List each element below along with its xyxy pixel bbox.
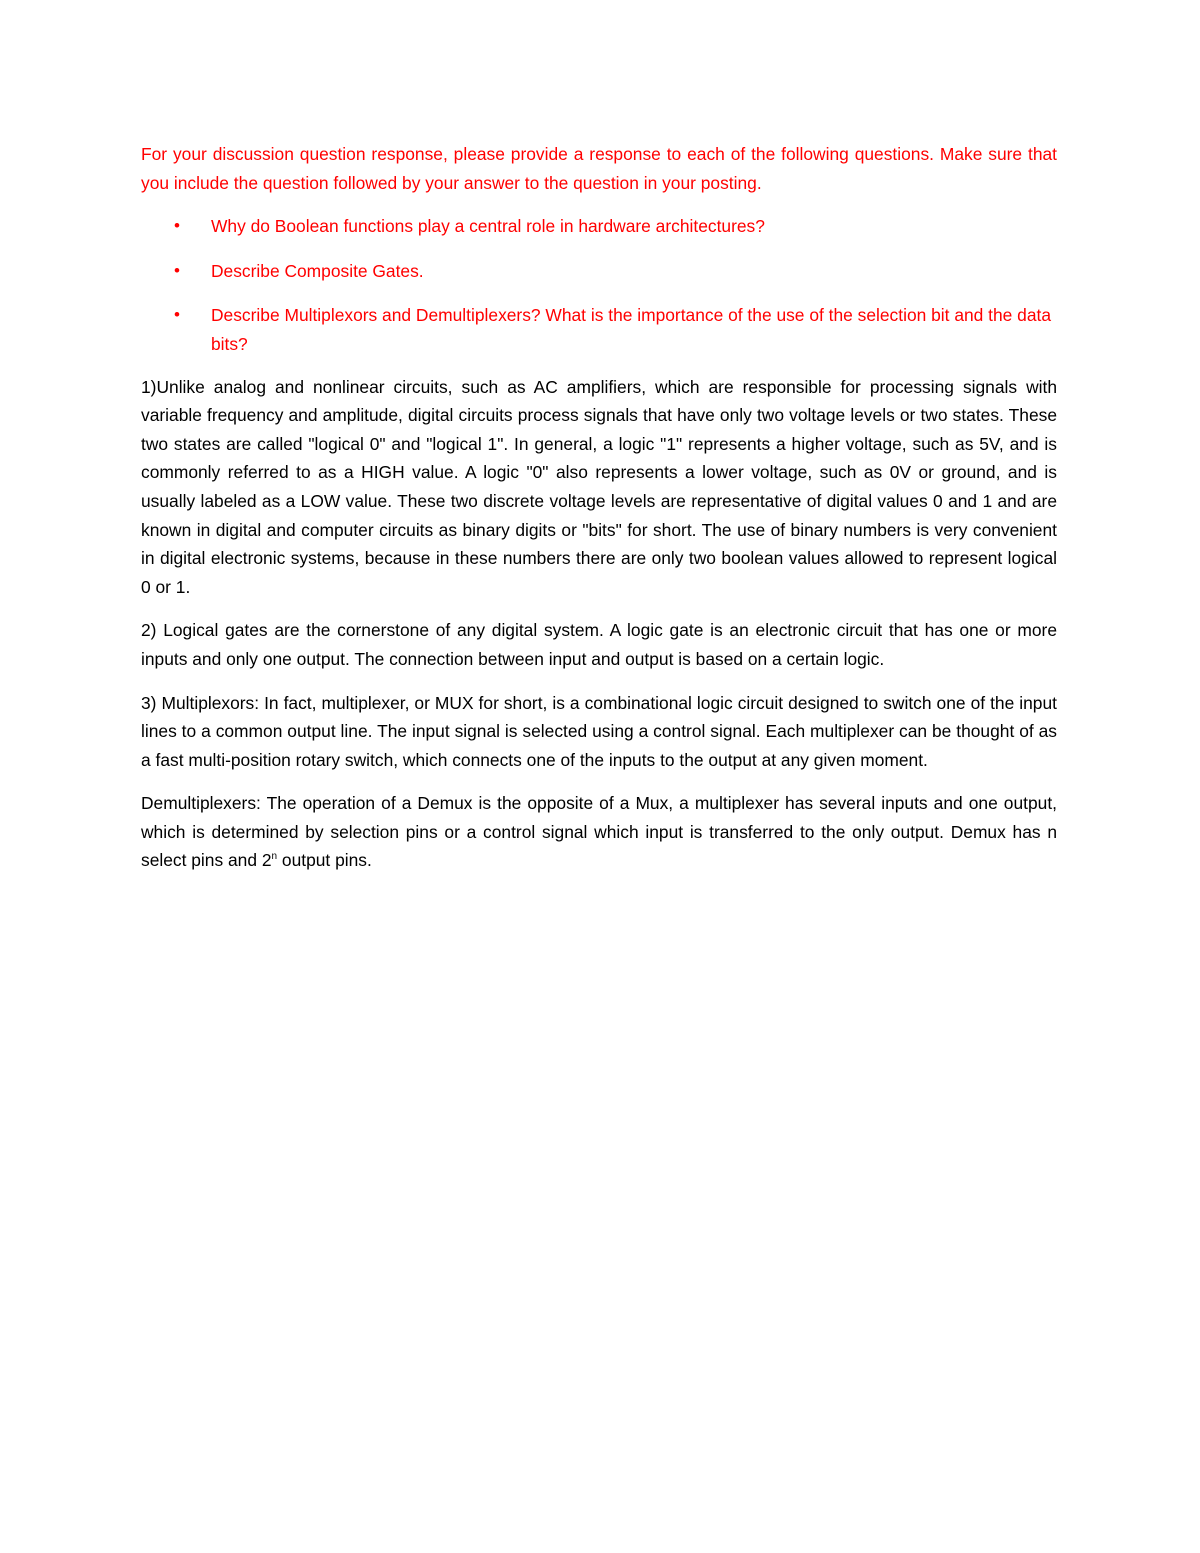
demux-text-end: output pins. — [277, 850, 372, 871]
answer-multiplexors: 3) Multiplexors: In fact, multiplexer, or MUX for short, is a combinational logic circuit designed to switch one of the input lines to a common output line. The input signal is selected using a control signal. Each multiplexer can be thought of as a fast multi-position rotary switch, which connects one of the inputs to the output at any given moment. — [141, 692, 1057, 770]
document-body — [141, 140, 1057, 890]
question-item — [141, 212, 1057, 241]
answer-boolean-functions: 1)Unlike analog and nonlinear circuits, such as AC amplifiers, which are responsible for processing signals with variable frequency and amplitude, digital circuits process signals that have only two voltage levels or two states. These two states are called "logical 0" and "logical 1". In general, a logic "1" represents a higher voltage, such as 5V, and is commonly referred to as a HIGH value. A logic "0" also represents a lower voltage, such as 0V or ground, and is usually labeled as a LOW value. These two discrete voltage levels are representative of digital values 0 and 1 and are known in digital and computer circuits as binary digits or "bits" for short. The use of binary numbers is very convenient in digital electronic systems, because in these numbers there are only two boolean values allowed to represent logical 0 or 1. — [141, 376, 1057, 597]
answer-demultiplexers — [141, 789, 1057, 875]
answer-logic-gates: 2) Logical gates are the cornerstone of any digital system. A logic gate is an electronic circuit that has one or more inputs and only one output. The connection between input and output is based on a certain logic. — [141, 620, 1057, 669]
bullet-icon: • — [174, 260, 180, 280]
exponent-n: n — [271, 851, 278, 863]
intro-paragraph: For your discussion question response, please provide a response to each of the following questions. Make sure that you include the question followed by your answer to the question in your posting. — [141, 144, 1057, 193]
question-text: Describe Multiplexors and Demultiplexers? What is the importance of the use of the selection bit and the data bits? — [211, 305, 1052, 354]
demux-text: Demultiplexers: The operation of a Demux is the opposite of a Mux, a multiplexer has several inputs and one output, which is determined by selection pins or a control signal which input is transferred to the only output. Demux has n select pins and 2 — [141, 793, 1057, 871]
question-item — [141, 301, 1057, 358]
question-list — [141, 212, 1057, 358]
bullet-icon: • — [174, 216, 180, 236]
question-text: Describe Composite Gates. — [211, 260, 424, 281]
bullet-icon: • — [174, 305, 180, 325]
question-text: Why do Boolean functions play a central role in hardware architectures? — [211, 216, 765, 237]
question-item — [141, 257, 1057, 286]
